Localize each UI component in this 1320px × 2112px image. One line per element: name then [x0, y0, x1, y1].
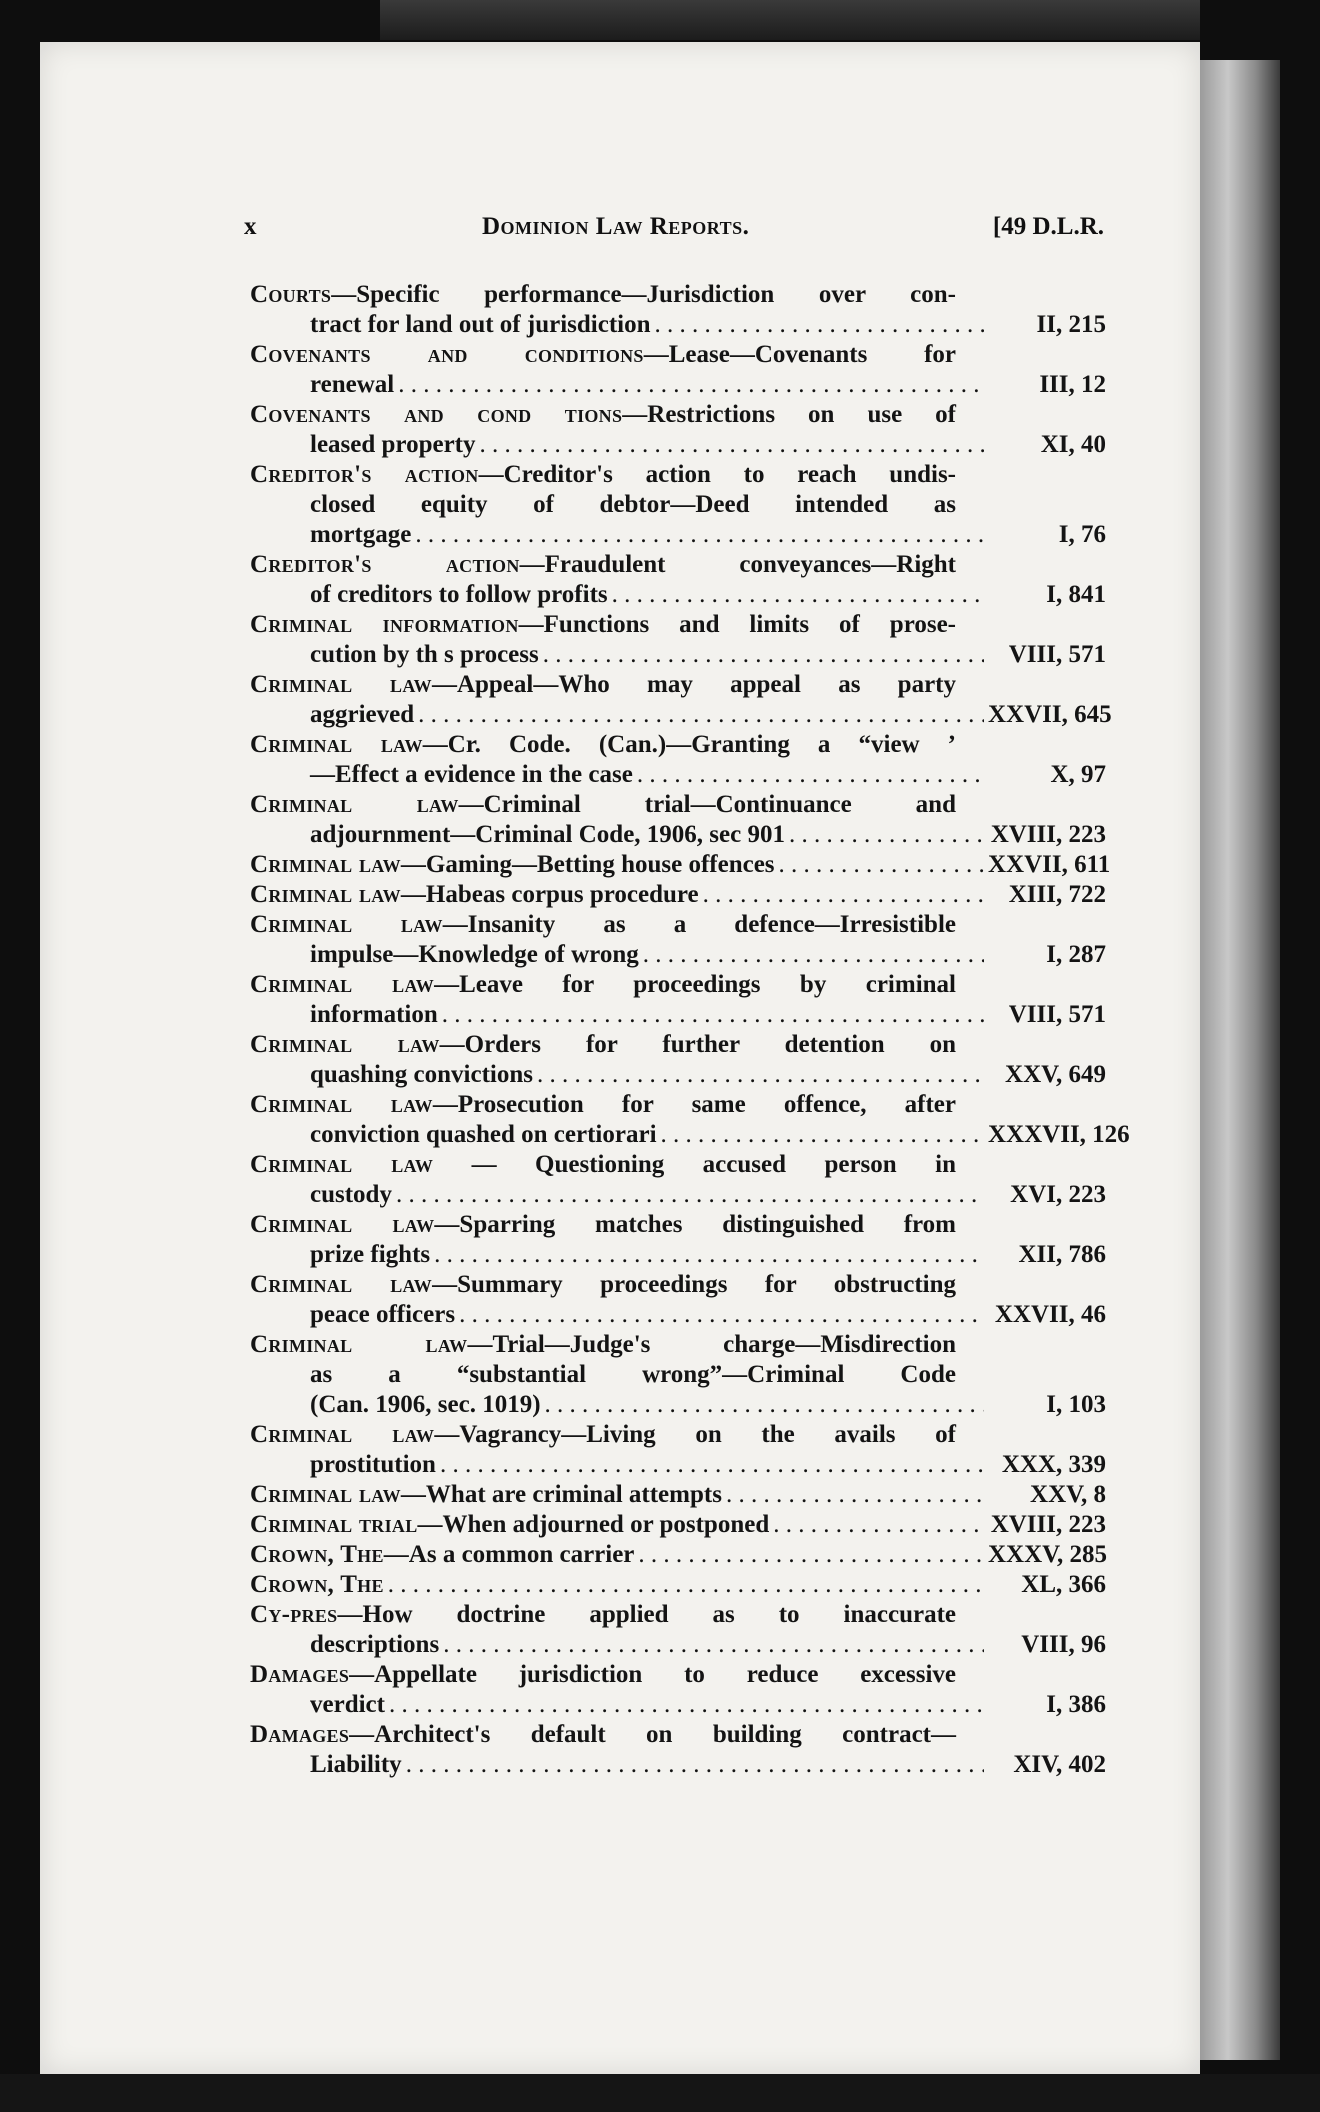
- leader-dots: [389, 1690, 984, 1720]
- entry-text: —Trial—Judge's charge—Misdirection: [467, 1331, 956, 1358]
- entry-line: [250, 1750, 1106, 1780]
- entry-line: [250, 1390, 1106, 1420]
- leader-dots: [655, 310, 985, 340]
- entry-heading: Covenants and conditions: [250, 341, 644, 368]
- leader-dots: [406, 1750, 984, 1780]
- entry-line: [250, 280, 1106, 310]
- entry-line: [250, 1450, 1106, 1480]
- report-reference: XVIII, 223: [990, 821, 1106, 848]
- entry-heading: Crown, The: [250, 1541, 384, 1568]
- report-reference: I, 386: [1046, 1691, 1106, 1718]
- entry-heading: Criminal law: [250, 1331, 468, 1358]
- index-entries: [250, 280, 1130, 1780]
- report-reference: XXX, 339: [1001, 1451, 1106, 1478]
- index-entry: [250, 610, 1106, 670]
- entry-line: [250, 670, 1106, 700]
- entry-heading: Criminal law: [250, 1091, 433, 1118]
- entry-line: [250, 730, 1106, 760]
- index-entry: [250, 1510, 1106, 1540]
- entry-text: renewal: [310, 371, 395, 398]
- entry-text: information: [310, 1001, 438, 1028]
- index-entry: [250, 340, 1106, 400]
- index-entry: [250, 730, 1106, 790]
- entry-line: [250, 1330, 1106, 1360]
- leader-dots: [789, 820, 984, 850]
- entry-line: [250, 490, 1106, 520]
- entry-heading: Criminal law: [250, 731, 423, 758]
- index-entry: [250, 670, 1112, 730]
- index-entry: [250, 790, 1106, 850]
- entry-heading: Damages: [250, 1721, 350, 1748]
- entry-line: [250, 460, 1106, 490]
- entry-line: [250, 1420, 1106, 1450]
- entry-line: [250, 1090, 1106, 1120]
- entry-text: impulse—Knowledge of wrong: [310, 941, 639, 968]
- leader-dots: [418, 700, 984, 730]
- report-reference: XVIII, 223: [990, 1511, 1106, 1538]
- entry-line: [250, 370, 1106, 400]
- entry-text: —When adjourned or postponed: [417, 1511, 770, 1538]
- entry-line: [250, 1660, 1106, 1690]
- entry-heading: Criminal law: [250, 881, 401, 908]
- index-entry: [250, 460, 1106, 550]
- entry-text: prize fights: [310, 1241, 431, 1268]
- report-reference: VIII, 571: [1008, 1001, 1106, 1028]
- entry-line: [250, 970, 1106, 1000]
- entry-text: — Questioning accused person in: [433, 1151, 956, 1178]
- entry-text: —Creditor's action to reach undis-: [478, 461, 956, 488]
- entry-text: tract for land out of jurisdiction: [310, 311, 651, 338]
- entry-line: [250, 640, 1106, 670]
- entry-text: —Orders for further detention on: [439, 1031, 956, 1058]
- leader-dots: [459, 1300, 984, 1330]
- volume-reference: [49 D.L.R.: [992, 213, 1104, 240]
- leader-dots: [638, 1540, 984, 1570]
- leader-dots: [612, 580, 984, 610]
- index-entry: [250, 1600, 1106, 1660]
- entry-line: [250, 1690, 1106, 1720]
- entry-text: leased property: [310, 431, 476, 458]
- entry-text: —Lease—Covenants for: [643, 341, 957, 368]
- entry-heading: Criminal law: [250, 1211, 435, 1238]
- leader-dots: [661, 1120, 984, 1150]
- scan-border-top: [380, 0, 1200, 40]
- entry-heading: Criminal law: [250, 851, 401, 878]
- entry-line: [250, 1630, 1106, 1660]
- report-reference: I, 76: [1058, 521, 1106, 548]
- leader-dots: [396, 1180, 984, 1210]
- entry-text: —Leave for proceedings by criminal: [434, 971, 956, 998]
- entry-text: —Criminal trial—Continuance and: [458, 791, 956, 818]
- index-entry: [250, 1660, 1106, 1720]
- index-entry: [250, 970, 1106, 1030]
- entry-text: —Restrictions on use of: [622, 401, 956, 428]
- entry-text: custody: [310, 1181, 392, 1208]
- entry-heading: Creditor's action: [250, 551, 520, 578]
- report-reference: I, 287: [1046, 941, 1106, 968]
- report-reference: XXV, 649: [1005, 1061, 1106, 1088]
- entry-text: adjournment—Criminal Code, 1906, sec 901: [310, 821, 785, 848]
- page-edge-shadow: [1200, 60, 1280, 2060]
- index-entry: [250, 880, 1106, 910]
- entry-heading: Criminal information: [250, 611, 519, 638]
- entry-text: conviction quashed on certiorari: [310, 1121, 657, 1148]
- index-entry: [250, 1480, 1106, 1510]
- entry-text: —Sparring matches distinguished from: [434, 1211, 957, 1238]
- entry-heading: Damages: [250, 1661, 350, 1688]
- entry-text: Liability: [310, 1751, 402, 1778]
- index-entry: [250, 1540, 1106, 1570]
- page-folio: x: [244, 213, 257, 240]
- entry-line: [250, 1240, 1106, 1270]
- report-reference: III, 12: [1039, 371, 1106, 398]
- entry-text: —Gaming—Betting house offences: [400, 851, 775, 878]
- entry-text: prostitution: [310, 1451, 436, 1478]
- leader-dots: [434, 1240, 984, 1270]
- report-reference: XXVII, 46: [994, 1301, 1106, 1328]
- entry-line: [250, 1120, 1130, 1150]
- report-reference: VIII, 96: [1021, 1631, 1106, 1658]
- entry-line: [250, 1270, 1106, 1300]
- entry-line: [250, 1510, 1106, 1540]
- entry-line: [250, 760, 1106, 790]
- entry-text: —Architect's default on building contract—: [349, 1721, 956, 1748]
- entry-line: [250, 1300, 1106, 1330]
- entry-line: [250, 880, 1106, 910]
- index-entry: [250, 280, 1106, 340]
- entry-line: [250, 1030, 1106, 1060]
- index-entry: [250, 1420, 1106, 1480]
- index-entry: [250, 1570, 1106, 1600]
- entry-line: [250, 1600, 1106, 1630]
- entry-heading: Covenants and cond tions: [250, 401, 623, 428]
- entry-line: [250, 1480, 1106, 1510]
- index-entry: [250, 1150, 1106, 1210]
- index-entry: [250, 550, 1106, 610]
- report-reference: XXVII, 611: [988, 851, 1111, 878]
- entry-line: [250, 550, 1106, 580]
- entry-line: [250, 1720, 1106, 1750]
- entry-heading: Criminal law: [250, 911, 443, 938]
- leader-dots: [643, 940, 984, 970]
- report-reference: XIV, 402: [1013, 1751, 1106, 1778]
- index-entry: [250, 400, 1106, 460]
- index-entry: [250, 1720, 1106, 1780]
- entry-heading: Criminal law: [250, 1271, 433, 1298]
- leader-dots: [726, 1480, 984, 1510]
- index-entry: [250, 1330, 1106, 1420]
- report-reference: I, 103: [1046, 1391, 1106, 1418]
- entry-text: —Cr. Code. (Can.)—Granting a “view ’: [422, 731, 957, 758]
- entry-line: [250, 1210, 1106, 1240]
- report-reference: VIII, 571: [1008, 641, 1106, 668]
- entry-text: cution by th s process: [310, 641, 539, 668]
- entry-text: —Summary proceedings for obstructing: [432, 1271, 956, 1298]
- entry-text: —What are criminal attempts: [400, 1481, 722, 1508]
- scan-border-bottom: [0, 2074, 1320, 2112]
- entry-text: —How doctrine applied as to inaccurate: [337, 1601, 956, 1628]
- entry-line: [250, 820, 1106, 850]
- leader-dots: [545, 1390, 984, 1420]
- report-reference: X, 97: [1050, 761, 1106, 788]
- entry-line: [250, 580, 1106, 610]
- entry-line: [250, 340, 1106, 370]
- leader-dots: [388, 1570, 984, 1600]
- entry-line: [250, 1150, 1106, 1180]
- entry-text: as a “substantial wrong”—Criminal Code: [310, 1361, 956, 1388]
- entry-line: [250, 1060, 1106, 1090]
- leader-dots: [398, 370, 984, 400]
- leader-dots: [537, 1060, 984, 1090]
- leader-dots: [442, 1000, 984, 1030]
- entry-heading: Creditor's action: [250, 461, 479, 488]
- entry-text: aggrieved: [310, 701, 415, 728]
- leader-dots: [773, 1510, 984, 1540]
- leader-dots: [703, 880, 984, 910]
- leader-dots: [415, 520, 984, 550]
- entry-line: [250, 910, 1106, 940]
- entry-heading: Courts: [250, 281, 332, 308]
- entry-text: mortgage: [310, 521, 412, 548]
- report-reference: II, 215: [1036, 311, 1106, 338]
- entry-line: [250, 1570, 1106, 1600]
- entry-text: —Vagrancy—Living on the avails of: [434, 1421, 956, 1448]
- leader-dots: [443, 1630, 984, 1660]
- report-reference: XVI, 223: [1010, 1181, 1106, 1208]
- entry-heading: Crown, The: [250, 1571, 384, 1598]
- report-reference: XXXV, 285: [988, 1541, 1107, 1568]
- leader-dots: [779, 850, 984, 880]
- entry-line: [250, 520, 1106, 550]
- index-entry: [250, 1030, 1106, 1090]
- report-reference: XXV, 8: [1030, 1481, 1106, 1508]
- entry-text: —Appellate jurisdiction to reduce excessive: [349, 1661, 956, 1688]
- entry-line: [250, 310, 1106, 340]
- report-reference: XXXVII, 126: [988, 1121, 1130, 1148]
- entry-line: [250, 1180, 1106, 1210]
- entry-text: —Appeal—Who may appeal as party: [431, 671, 956, 698]
- index-entry: [250, 1270, 1106, 1330]
- entry-text: peace officers: [310, 1301, 456, 1328]
- entry-text: quashing convictions: [310, 1061, 533, 1088]
- report-reference: XXVII, 645: [988, 701, 1112, 728]
- entry-text: (Can. 1906, sec. 1019): [310, 1391, 541, 1418]
- leader-dots: [440, 1450, 984, 1480]
- entry-text: —As a common carrier: [383, 1541, 635, 1568]
- entry-text: verdict: [310, 1691, 385, 1718]
- entry-line: [250, 700, 1112, 730]
- entry-line: [250, 610, 1106, 640]
- leader-dots: [637, 760, 984, 790]
- entry-heading: Criminal law: [250, 1031, 440, 1058]
- index-entry: [250, 1090, 1130, 1150]
- index-entry: [250, 850, 1111, 880]
- entry-text: —Functions and limits of prose-: [518, 611, 956, 638]
- entry-line: [250, 790, 1106, 820]
- entry-line: [250, 940, 1106, 970]
- running-header: [244, 213, 1104, 253]
- report-reference: XII, 786: [1018, 1241, 1106, 1268]
- entry-line: [250, 850, 1111, 880]
- entry-line: [250, 430, 1106, 460]
- entry-text: —Effect a evidence in the case: [310, 761, 633, 788]
- report-reference: XI, 40: [1040, 431, 1106, 458]
- entry-text: descriptions: [310, 1631, 440, 1658]
- entry-heading: Criminal law: [250, 1151, 434, 1178]
- report-reference: XL, 366: [1021, 1571, 1106, 1598]
- entry-heading: Criminal law: [250, 671, 432, 698]
- entry-heading: Criminal law: [250, 1481, 401, 1508]
- entry-line: [250, 1000, 1106, 1030]
- index-entry: [250, 1210, 1106, 1270]
- report-reference: I, 841: [1046, 581, 1106, 608]
- entry-line: [250, 400, 1106, 430]
- entry-heading: Cy-pres: [250, 1601, 338, 1628]
- entry-text: —Prosecution for same offence, after: [432, 1091, 956, 1118]
- entry-heading: Criminal trial: [250, 1511, 418, 1538]
- entry-heading: Criminal law: [250, 971, 435, 998]
- leader-dots: [480, 430, 985, 460]
- leader-dots: [543, 640, 984, 670]
- entry-text: of creditors to follow profits: [310, 581, 608, 608]
- entry-text: —Habeas corpus procedure: [400, 881, 699, 908]
- entry-text: —Insanity as a defence—Irresistible: [442, 911, 956, 938]
- running-title: Dominion Law Reports.: [482, 213, 750, 240]
- entry-text: —Fraudulent conveyances—Right: [519, 551, 956, 578]
- report-reference: XIII, 722: [1008, 881, 1106, 908]
- entry-text: closed equity of debtor—Deed intended as: [310, 491, 956, 518]
- entry-line: [250, 1540, 1106, 1570]
- entry-text: —Specific performance—Jurisdiction over con-: [331, 281, 956, 308]
- index-entry: [250, 910, 1106, 970]
- entry-heading: Criminal law: [250, 1421, 435, 1448]
- entry-heading: Criminal law: [250, 791, 459, 818]
- entry-line: [250, 1360, 1106, 1390]
